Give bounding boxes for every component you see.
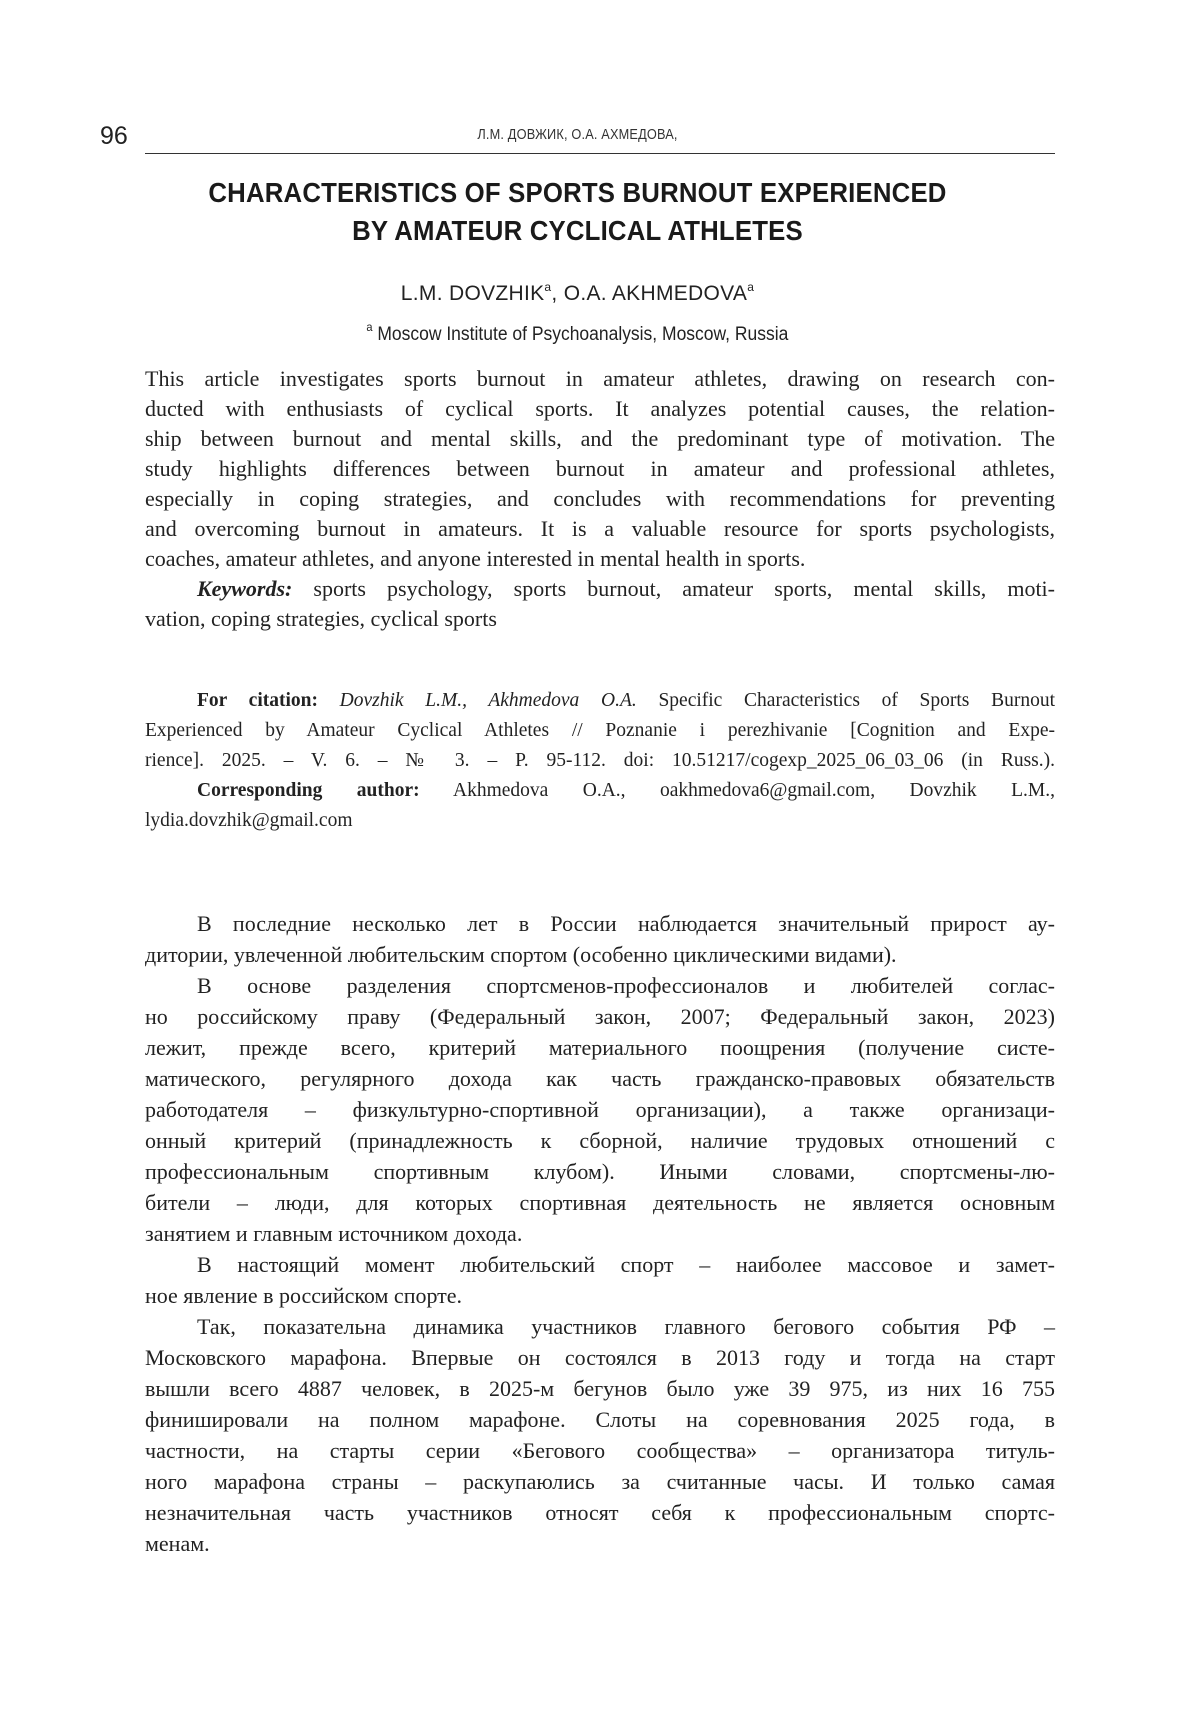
citation-label: For citation: [197, 690, 318, 711]
body-line: вышли всего 4887 человек, в 2025-м бегунов было уже 39 975, из них 16 755 [145, 1376, 1055, 1401]
keywords-text: sports psychology, sports burnout, amateur sports, mental skills, moti- [292, 576, 1055, 601]
abstract-line: ship between burnout and mental skills, and the predominant type of motivation. The [145, 426, 1055, 451]
body-line: незначительная часть участников относят себя к профессиональным спортс- [145, 1500, 1055, 1525]
title-line-1: CHARACTERISTICS OF SPORTS BURNOUT EXPERIENCED [208, 177, 947, 208]
running-head [100, 116, 1055, 156]
corresponding-text: Akhmedova O.A., oakhmedova6@gmail.com, Dovzhik L.M., [419, 780, 1056, 801]
body-line: В настоящий момент любительский спорт – наиболее массовое и замет- [197, 1252, 1055, 1277]
abstract-line: This article investigates sports burnout in amateur athletes, drawing on research con- [145, 366, 1055, 391]
body-line: финишировали на полном марафоне. Слоты на соревнования 2025 года, в [145, 1407, 1055, 1432]
body-line: онный критерий (принадлежность к сборной, наличие трудовых отношений с [145, 1128, 1055, 1153]
body-line: ного марафона страны – раскупаюлись за считанные часы. И только самая [145, 1469, 1055, 1494]
corresponding-author-line [145, 776, 1055, 806]
abstract [145, 364, 1055, 634]
body-line: Московского марафона. Впервые он состоялся в 2013 году и тогда на старт [145, 1345, 1055, 1370]
keywords-label: Keywords: [197, 576, 293, 601]
body-line: дитории, увлеченной любительским спортом (особенно циклическими видами). [145, 942, 897, 967]
abstract-line: especially in coping strategies, and concludes with recommendations for preventing [145, 486, 1055, 511]
corresponding-email: lydia.dovzhik@gmail.com [145, 810, 353, 831]
keywords-line [145, 574, 1055, 604]
body-line: занятием и главным источником дохода. [145, 1221, 523, 1246]
abstract-line: coaches, amateur athletes, and anyone interested in mental health in sports. [145, 546, 806, 571]
affiliation [100, 320, 1055, 346]
body-line: менам. [145, 1531, 210, 1556]
body-line: матического, регулярного дохода как часть гражданско-правовых обязательств [145, 1066, 1055, 1091]
header-rule [145, 153, 1055, 154]
author-separator: , [551, 282, 564, 305]
page-number: 96 [100, 122, 128, 150]
title-line-2: BY AMATEUR CYCLICAL ATHLETES [352, 215, 803, 246]
abstract-line: and overcoming burnout in amateurs. It is a valuable resource for sports psychologists, [145, 516, 1055, 541]
author-list [100, 280, 1055, 306]
citation-line: rience]. 2025. – V. 6. – № 3. – P. 95-112. doi: 10.51217/cogexp_2025_06_03_06 (in Russ.). [145, 750, 1055, 771]
author-1: L.M. DOVZHIK [400, 282, 545, 305]
body-line: профессиональным спортивным клубом). Иными словами, спортсмены-лю- [145, 1159, 1055, 1184]
abstract-line: study highlights differences between burnout in amateur and professional athletes, [145, 456, 1055, 481]
body-line: частности, на старты серии «Бегового сообщества» – организатора титуль- [145, 1438, 1055, 1463]
citation-line [145, 686, 1055, 716]
citation-block [145, 686, 1055, 836]
citation-line: Experienced by Amateur Cyclical Athletes // Poznanie i perezhivanie [Cognition and Expe- [145, 720, 1055, 741]
author-2: O.A. AKHMEDOVA [563, 282, 748, 305]
body-line: бители – люди, для которых спортивная деятельность не является основным [145, 1190, 1055, 1215]
affiliation-marker: a [366, 320, 373, 334]
body-line: работодателя – физкультурно-спортивной организации), а также организаци- [145, 1097, 1055, 1122]
affiliation-marker: a [544, 280, 552, 294]
corresponding-label: Corresponding author: [197, 780, 420, 801]
body-line: но российскому праву (Федеральный закон, 2007; Федеральный закон, 2023) [145, 1004, 1055, 1029]
body-line: В последние несколько лет в России наблюдается значительный прирост ау- [197, 911, 1055, 936]
running-head-authors: Л.М. ДОВЖИК, О.А. АХМЕДОВА, [477, 126, 678, 143]
abstract-line: ducted with enthusiasts of cyclical sports. It analyzes potential causes, the relation- [145, 396, 1055, 421]
body-line: В основе разделения спортсменов-профессионалов и любителей соглас‑ [197, 973, 1055, 998]
citation-authors: Dovzhik L.M., Akhmedova O.A. [317, 690, 637, 711]
citation-title-start: Specific Characteristics of Sports Burnout [636, 690, 1056, 711]
affiliation-marker: a [747, 280, 755, 294]
body-line: лежит, прежде всего, критерий материального поощрения (получение систе- [145, 1035, 1055, 1060]
body-line: ное явление в российском спорте. [145, 1283, 463, 1308]
body-line: Так, показательна динамика участников главного бегового события РФ – [197, 1314, 1055, 1339]
affiliation-text: Moscow Institute of Psychoanalysis, Moscow, Russia [377, 324, 789, 345]
article-title [100, 174, 1055, 250]
body-text [145, 908, 1055, 1559]
keywords-line: vation, coping strategies, cyclical sports [145, 606, 497, 631]
